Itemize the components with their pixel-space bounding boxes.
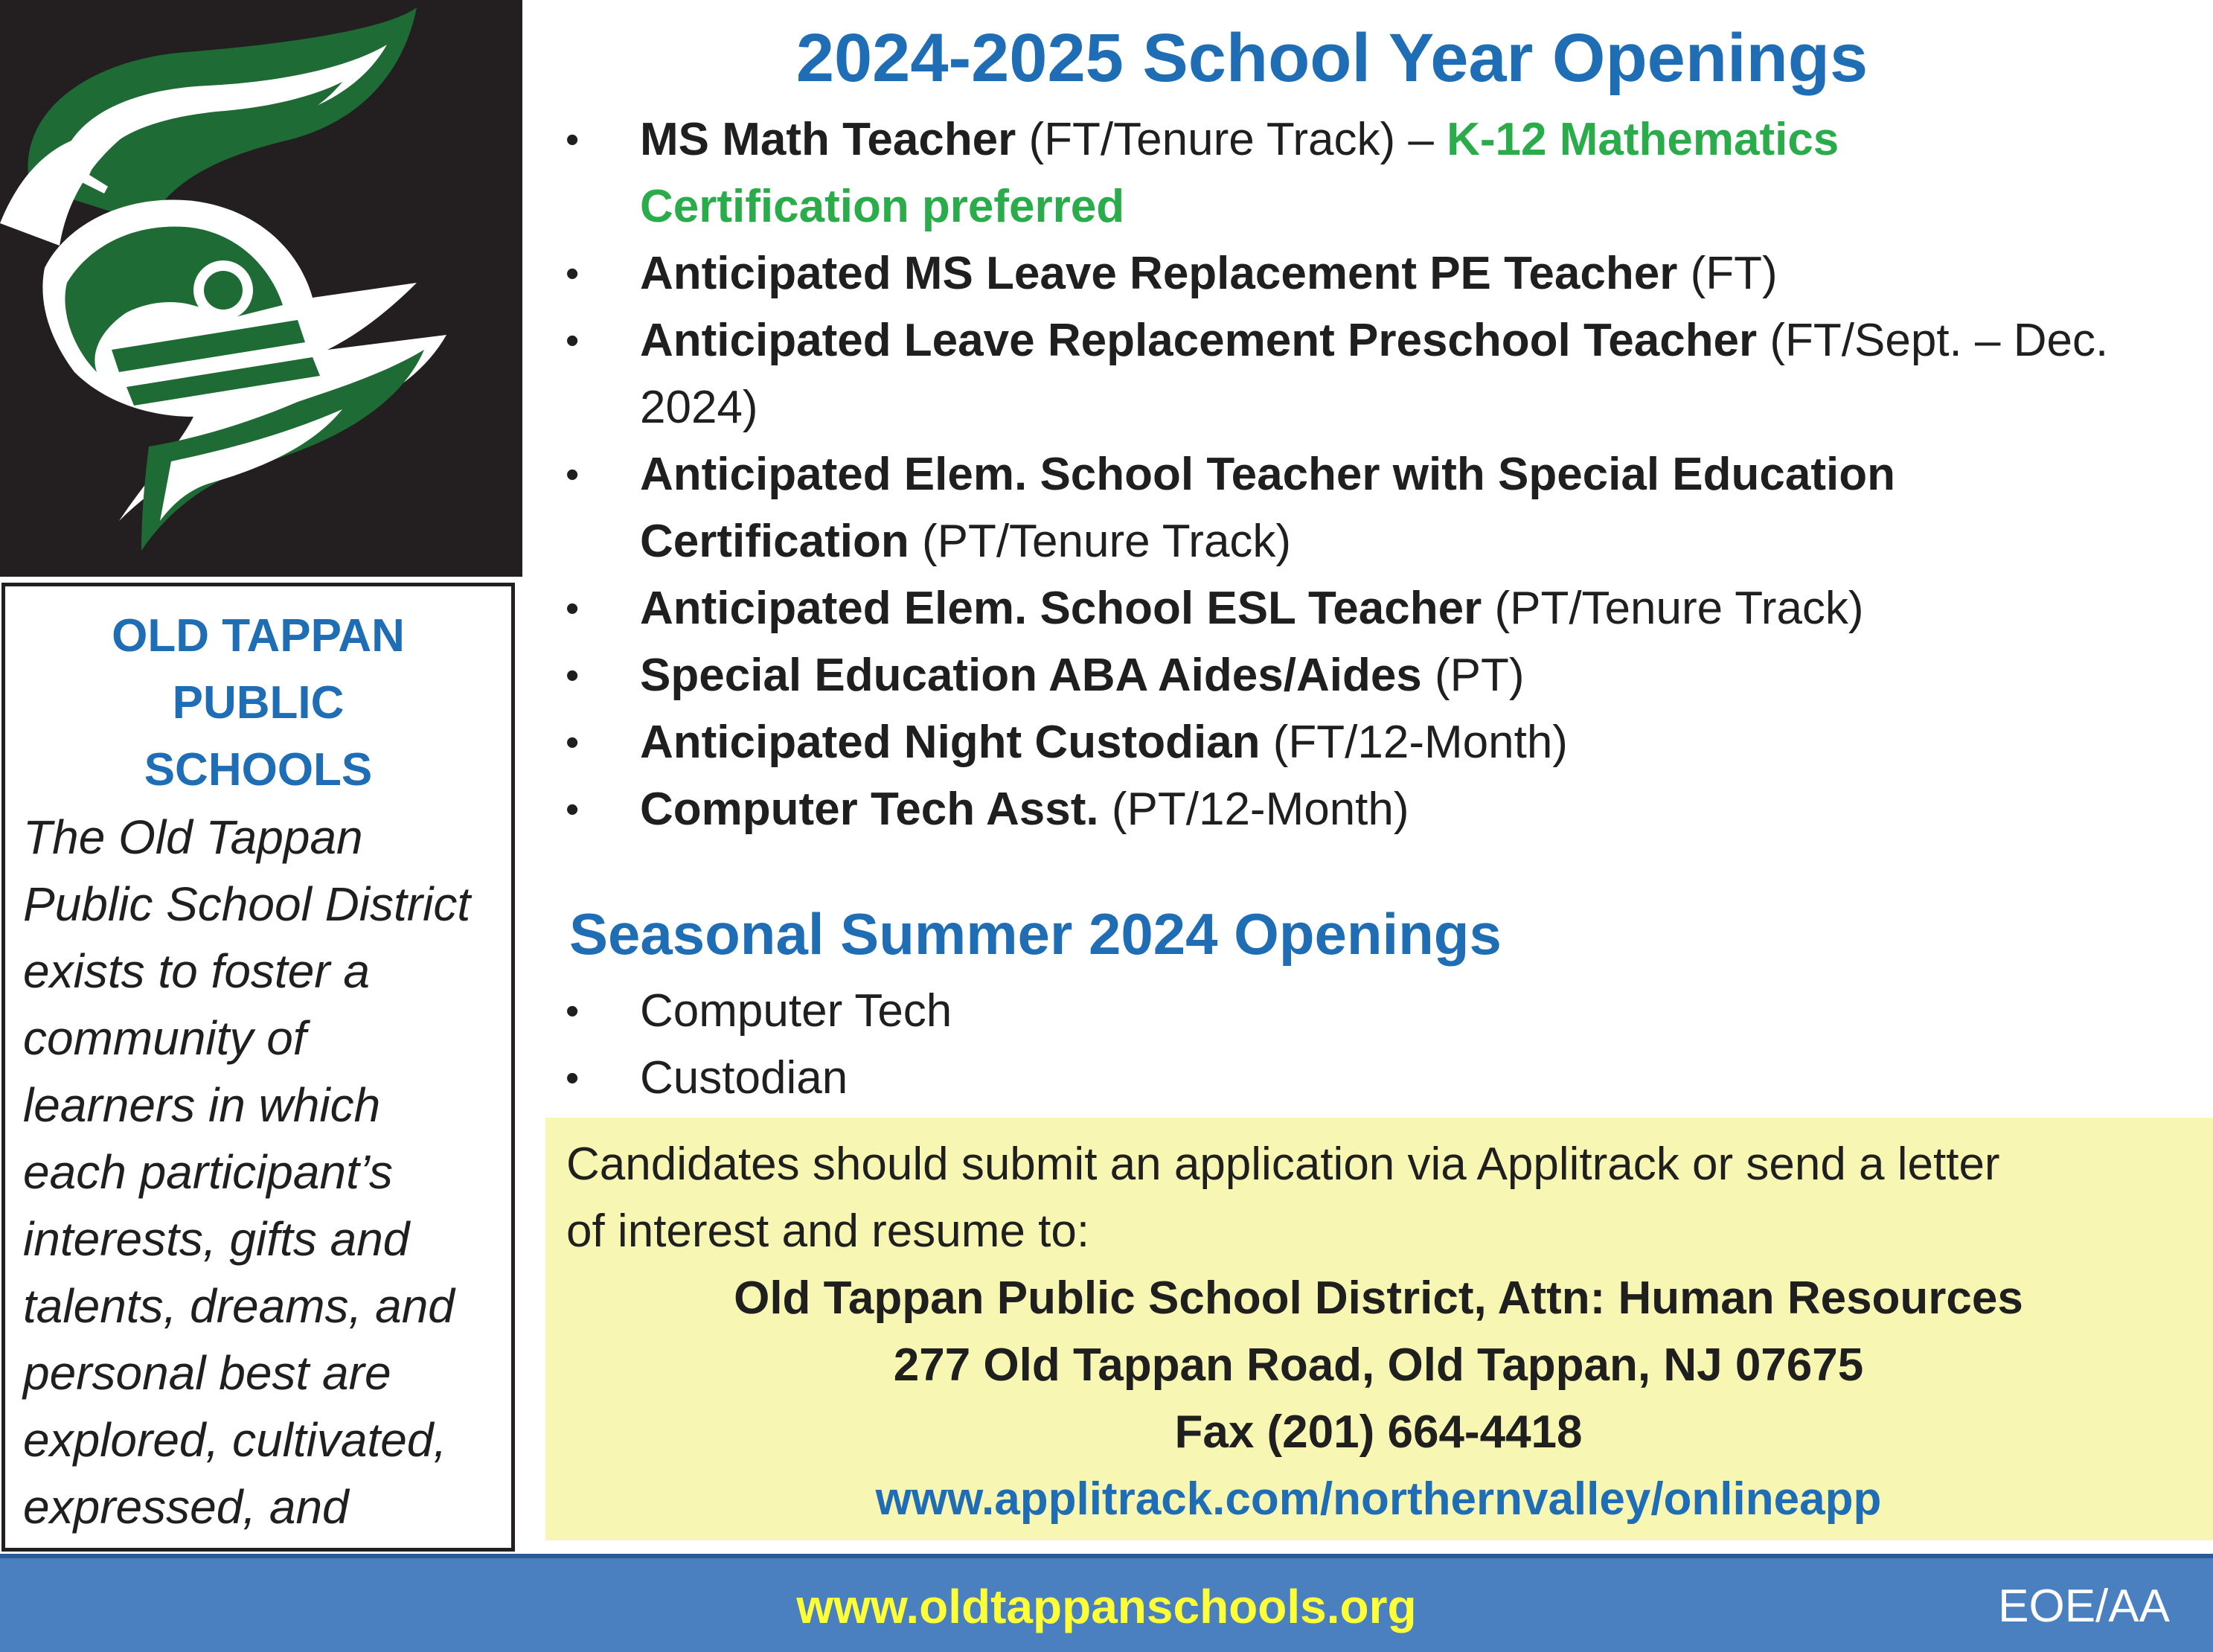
list-item xyxy=(566,1045,2188,1112)
list-item xyxy=(566,575,2188,642)
job-detail: (PT/Tenure Track) xyxy=(909,516,1292,567)
contact-org: Old Tappan Public School District, Attn: Human Resources xyxy=(734,1272,2023,1324)
job-title: Certification xyxy=(640,516,909,567)
job-note: Certification preferred xyxy=(640,181,1125,232)
job-detail: (PT/Tenure Track) xyxy=(1482,583,1864,634)
mission-line: community of xyxy=(23,1011,307,1065)
mission-box xyxy=(1,583,515,1552)
job-title: Special Education ABA Aides/Aides xyxy=(640,650,1422,701)
list-item xyxy=(566,776,2188,843)
summer-section-title: Seasonal Summer 2024 Openings xyxy=(569,901,1502,967)
mission-line: personal best are xyxy=(23,1346,391,1400)
mission-line: expressed, and xyxy=(23,1480,349,1534)
job-title: Anticipated Leave Replacement Preschool Teacher xyxy=(640,315,1758,366)
job-detail: (FT/12-Month) xyxy=(1260,717,1568,768)
application-instructions xyxy=(566,1131,2191,1265)
mission-line: learners in which xyxy=(23,1078,381,1132)
job-note: K-12 Mathematics xyxy=(1447,114,1839,165)
mission-line: interests, gifts and xyxy=(23,1212,410,1266)
mission-title xyxy=(23,603,493,804)
mission-title-line: SCHOOLS xyxy=(144,744,373,795)
list-item xyxy=(566,441,2188,575)
instruction-line: of interest and resume to: xyxy=(566,1206,1090,1257)
list-item xyxy=(566,709,2188,776)
district-logo xyxy=(0,0,522,577)
application-info-box xyxy=(545,1118,2213,1540)
bullet-icon: • xyxy=(566,1057,580,1100)
list-item xyxy=(566,307,2188,441)
website-link[interactable]: www.oldtappanschools.org xyxy=(796,1580,1417,1633)
footer-bar xyxy=(0,1554,2213,1652)
summer-item: Custodian xyxy=(640,1052,848,1104)
mission-line: talents, dreams, and xyxy=(23,1279,455,1333)
job-title: Computer Tech Asst. xyxy=(640,784,1099,835)
job-detail: (FT/Sept. – Dec. xyxy=(1757,315,2109,366)
list-item xyxy=(566,642,2188,709)
bullet-icon: • xyxy=(566,654,580,697)
job-detail: (PT) xyxy=(1421,650,1525,701)
mission-line: Public School District xyxy=(23,877,471,931)
bullet-icon: • xyxy=(566,788,580,831)
summer-item: Computer Tech xyxy=(640,985,952,1037)
bullet-icon: • xyxy=(566,721,580,764)
mission-title-line: OLD TAPPAN PUBLIC xyxy=(112,610,405,729)
list-item xyxy=(566,978,2188,1045)
applitrack-link[interactable]: www.applitrack.com/northernvalley/onlineapp xyxy=(875,1473,1882,1525)
contact-fax: Fax (201) 664-4418 xyxy=(1174,1406,1583,1458)
bullet-icon: • xyxy=(566,990,580,1033)
mission-statement xyxy=(23,804,493,1607)
job-openings-list xyxy=(566,106,2188,843)
mission-line: each participant’s xyxy=(23,1145,393,1199)
job-detail: (PT/12-Month) xyxy=(1098,784,1409,835)
bullet-icon: • xyxy=(566,252,580,295)
bullet-icon: • xyxy=(566,453,580,496)
knight-helmet-icon xyxy=(0,0,522,577)
bullet-icon: • xyxy=(566,118,580,161)
mission-line: exists to foster a xyxy=(23,944,370,998)
contact-address: 277 Old Tappan Road, Old Tappan, NJ 07675 xyxy=(893,1339,1864,1391)
job-detail: (FT/Tenure Track) – xyxy=(1016,114,1447,165)
eoe-label: EOE/AA xyxy=(1998,1581,2170,1632)
job-title: MS Math Teacher xyxy=(640,114,1016,165)
bullet-icon: • xyxy=(566,587,580,630)
bullet-icon: • xyxy=(566,319,580,362)
list-item xyxy=(566,240,2188,307)
job-title: Anticipated Elem. School Teacher with Special Education xyxy=(640,449,1895,500)
job-detail: 2024) xyxy=(640,382,758,433)
page-title: 2024-2025 School Year Openings xyxy=(795,20,1868,96)
job-title: Anticipated Night Custodian xyxy=(640,717,1261,768)
list-item xyxy=(566,106,2188,240)
instruction-line: Candidates should submit an application via Applitrack or send a letter xyxy=(566,1139,2000,1190)
job-title: Anticipated Elem. School ESL Teacher xyxy=(640,583,1482,634)
mission-line: The Old Tappan xyxy=(23,810,363,864)
summer-openings-list xyxy=(566,978,2188,1112)
job-detail: (FT) xyxy=(1677,248,1778,299)
job-title: Anticipated MS Leave Replacement PE Teacher xyxy=(640,248,1678,299)
mission-line: explored, cultivated, xyxy=(23,1413,447,1467)
